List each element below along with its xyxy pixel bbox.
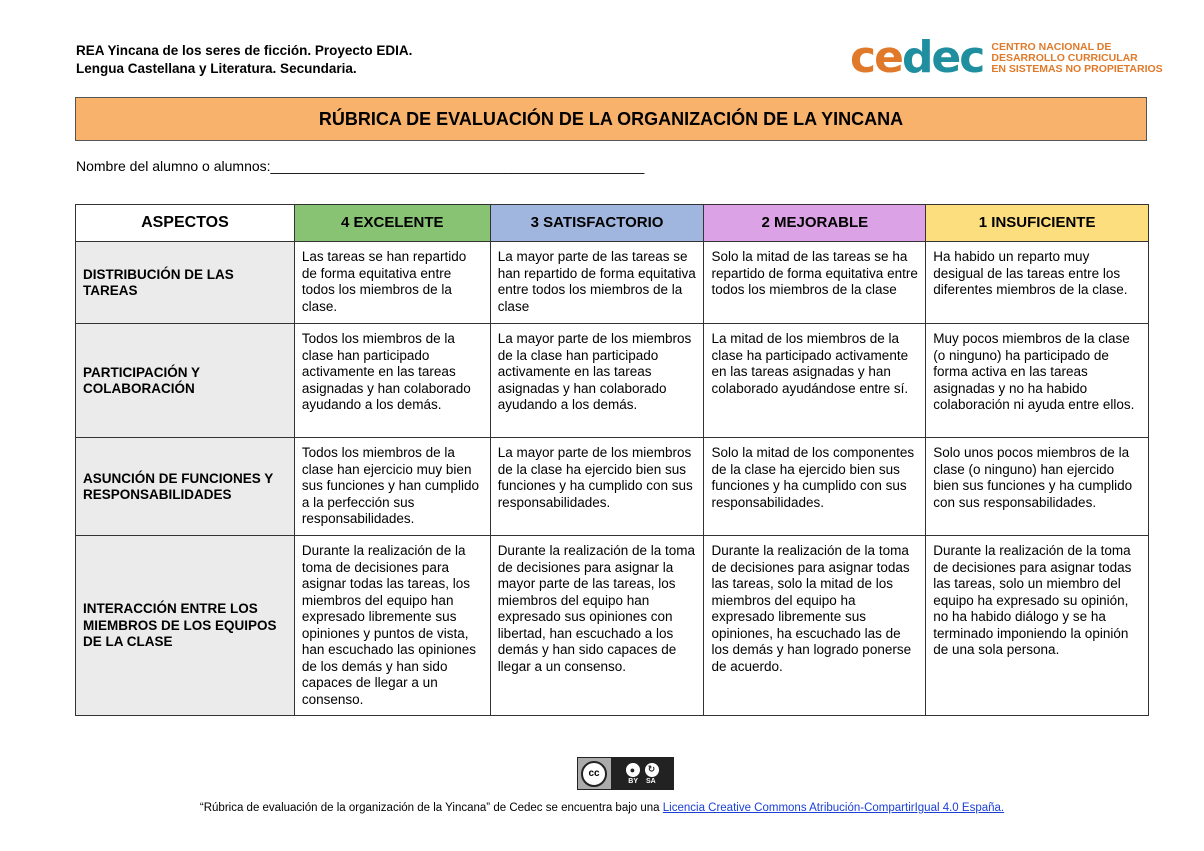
logo-subtitle-line-3: EN SISTEMAS NO PROPIETARIOS bbox=[991, 62, 1163, 75]
table-cell: Solo la mitad de los componentes de la clase ha ejercido bien sus funciones y ha cumplido con sus responsabilidades. bbox=[704, 438, 926, 536]
table-cell: Ha habido un reparto muy desigual de las tareas entre los diferentes miembros de la clase. bbox=[926, 242, 1149, 324]
table-cell: Solo unos pocos miembros de la clase (o ninguno) han ejercido bien sus funciones y ha cumplido con sus responsabilidades. bbox=[926, 438, 1149, 536]
rubric-title: RÚBRICA DE EVALUACIÓN DE LA ORGANIZACIÓN DE LA YINCANA bbox=[75, 97, 1147, 141]
header-line-1: REA Yincana de los seres de ficción. Proyecto EDIA. bbox=[76, 43, 413, 58]
table-cell: La mayor parte de los miembros de la clase ha ejercido bien sus funciones y ha cumplido con sus responsabilidades. bbox=[490, 438, 704, 536]
license-link[interactable]: Licencia Creative Commons Atribución-CompartirIgual 4.0 España. bbox=[662, 802, 1005, 814]
creative-commons-badge bbox=[577, 757, 674, 790]
table-row bbox=[76, 438, 1149, 536]
cc-icon-group bbox=[626, 763, 659, 777]
table-row bbox=[76, 536, 1149, 716]
table-cell: Durante la realización de la toma de decisiones para asignar la mayor parte de las tareas, los miembros del equipo han expresado sus opiniones con libertad, han escuchado a los demás y han sido capaces de llegar a un consenso. bbox=[490, 536, 704, 716]
table-cell: Todos los miembros de la clase han ejercicio muy bien sus funciones y han cumplido a la perfección sus responsabilidades. bbox=[294, 438, 490, 536]
aspect-cell: ASUNCIÓN DE FUNCIONES Y RESPONSABILIDADES bbox=[76, 438, 295, 536]
table-cell: Durante la realización de la toma de decisiones para asignar todas las tareas, solo la mitad de los miembros del equipo ha expresado libremente sus opiniones, ha escuchado las de los demás y han logrado ponerse de acuerdo. bbox=[704, 536, 926, 716]
table-cell: Durante la realización de la toma de decisiones para asignar todas las tareas, los miembros del equipo han expresado libremente sus opiniones y puntos de vista, han escuchado las opiniones de los demás y han sido capaces de llegar a un consenso. bbox=[294, 536, 490, 716]
logo-word-part-1: ce bbox=[850, 32, 902, 83]
header-excelente: 4 EXCELENTE bbox=[294, 205, 490, 242]
header-insuficiente: 1 INSUFICIENTE bbox=[926, 205, 1149, 242]
person-icon: ● bbox=[626, 763, 640, 777]
cedec-logo bbox=[850, 34, 1163, 82]
logo-subtitle bbox=[991, 42, 1162, 75]
cc-badge-right bbox=[611, 758, 673, 789]
share-alike-icon: ↻ bbox=[645, 763, 659, 777]
logo-wordmark bbox=[850, 32, 984, 83]
aspect-cell: INTERACCIÓN ENTRE LOS MIEMBROS DE LOS EQUIPOS DE LA CLASE bbox=[76, 536, 295, 716]
header-satisfactorio: 3 SATISFACTORIO bbox=[490, 205, 704, 242]
table-row bbox=[76, 242, 1149, 324]
license-text: “Rúbrica de evaluación de la organización de la Yincana” de Cedec se encuentra bajo una bbox=[199, 802, 663, 814]
header-mejorable: 2 MEJORABLE bbox=[704, 205, 926, 242]
table-cell: Todos los miembros de la clase han participado activamente en las tareas asignadas y han colaborado ayudando a los demás. bbox=[294, 324, 490, 438]
aspect-cell: PARTICIPACIÓN Y COLABORACIÓN bbox=[76, 324, 295, 438]
student-name-line: Nombre del alumno o alumnos:________________________________________________ bbox=[76, 158, 645, 174]
license-notice bbox=[0, 802, 1204, 814]
table-cell: La mitad de los miembros de la clase ha participado activamente en las tareas asignadas y han colaborado ayudándose entre sí. bbox=[704, 324, 926, 438]
table-cell: Durante la realización de la toma de decisiones para asignar todas las tareas, solo un miembro del equipo ha expresado su opinión, no ha habido diálogo y se ha terminado imponiendo la opinión de una sola persona. bbox=[926, 536, 1149, 716]
logo-subtitle-line-1: CENTRO NACIONAL DE bbox=[991, 40, 1112, 53]
table-header-row bbox=[76, 205, 1149, 242]
logo-subtitle-line-2: DESARROLLO CURRICULAR bbox=[991, 51, 1138, 64]
rubric-table bbox=[75, 204, 1149, 716]
table-cell: Las tareas se han repartido de forma equitativa entre todos los miembros de la clase. bbox=[294, 242, 490, 324]
document-header bbox=[76, 42, 412, 78]
header-aspects: ASPECTOS bbox=[76, 205, 295, 242]
header-line-2: Lengua Castellana y Literatura. Secundaria. bbox=[76, 61, 357, 76]
logo-word-part-2: dec bbox=[901, 32, 984, 83]
cc-icon: cc bbox=[581, 761, 607, 787]
aspect-cell: DISTRIBUCIÓN DE LAS TAREAS bbox=[76, 242, 295, 324]
table-cell: La mayor parte de las tareas se han repartido de forma equitativa entre todos los miembros de la clase bbox=[490, 242, 704, 324]
table-cell: Muy pocos miembros de la clase (o ninguno) ha participado de forma activa en las tareas asignadas y no ha habido colaboración ni ayuda entre ellos. bbox=[926, 324, 1149, 438]
cc-sa-label: SA bbox=[646, 777, 656, 785]
cc-by-label: BY bbox=[628, 777, 638, 785]
table-cell: La mayor parte de los miembros de la clase han participado activamente en las tareas asignadas y han colaborado ayudando a los demás. bbox=[490, 324, 704, 438]
table-cell: Solo la mitad de las tareas se ha repartido de forma equitativa entre todos los miembros de la clase bbox=[704, 242, 926, 324]
table-row bbox=[76, 324, 1149, 438]
cc-labels bbox=[628, 778, 655, 785]
